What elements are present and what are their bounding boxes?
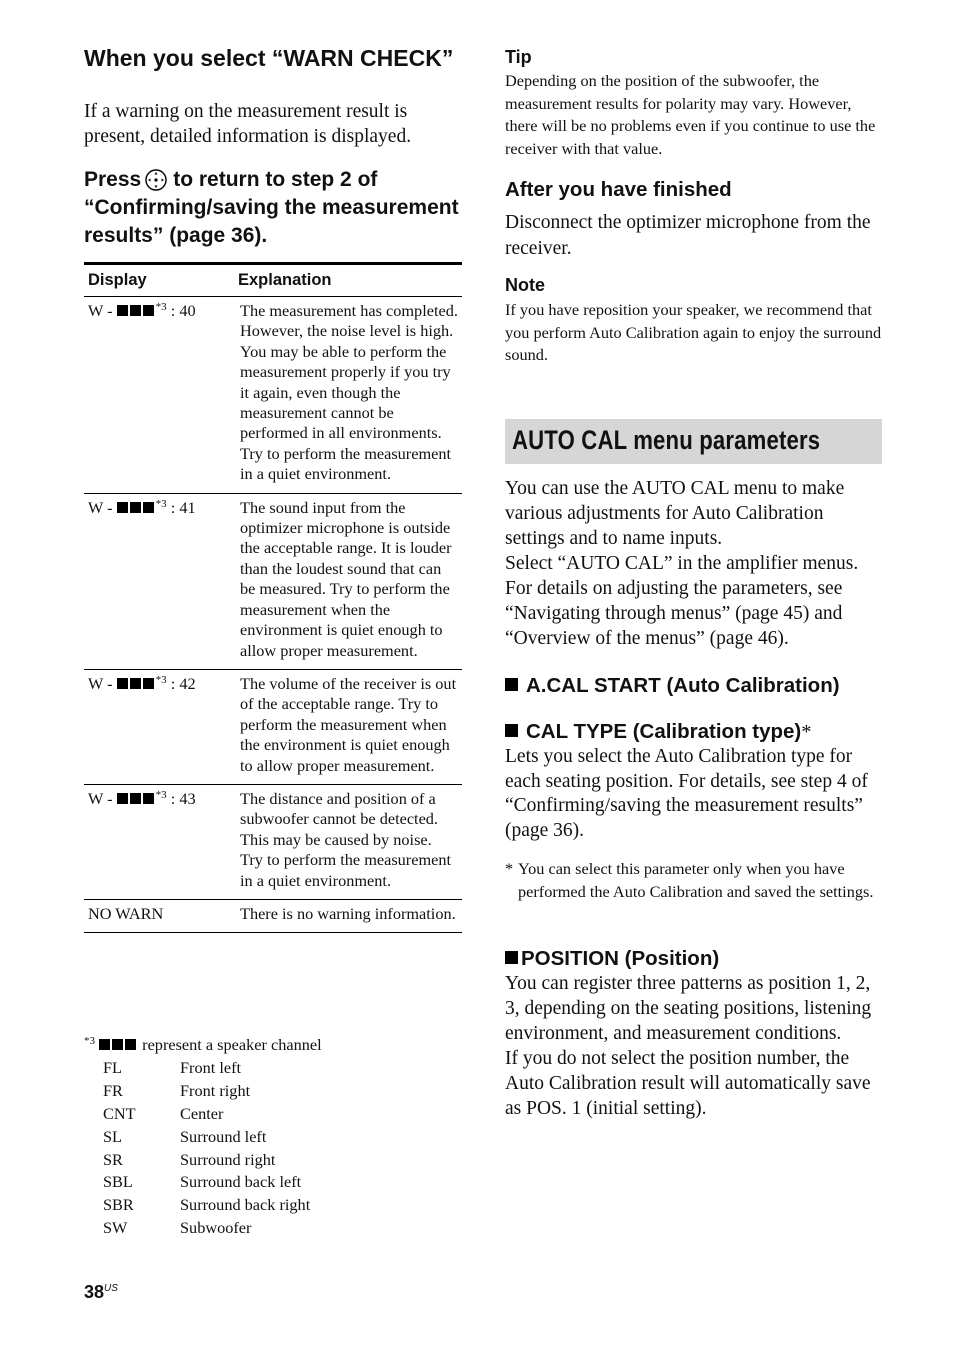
channel-abbr: SBR xyxy=(103,1195,134,1215)
channel-name: Surround right xyxy=(180,1149,276,1169)
channel-name: Surround back left xyxy=(180,1172,302,1192)
channel-placeholder-block xyxy=(130,793,141,804)
page-number-value: 38 xyxy=(84,1282,105,1302)
table-row xyxy=(84,899,462,932)
display-cell xyxy=(84,297,234,494)
cal-type-mark: * xyxy=(801,721,812,743)
channel-footnote xyxy=(84,1034,464,1240)
note-text: If you have reposition your speaker, we recommend that you perform Auto Calibration again to enjoy the surround sound. xyxy=(505,300,882,365)
display-cell xyxy=(84,784,234,899)
cal-type-footnote xyxy=(505,857,887,901)
channel-placeholder-block xyxy=(143,678,154,689)
display-prefix: W - xyxy=(88,788,113,808)
circle-enter-icon xyxy=(145,169,167,191)
warning-code: : 43 xyxy=(170,788,196,808)
cal-type-heading xyxy=(505,720,812,744)
acal-start-heading xyxy=(505,674,840,698)
after-finished-heading: After you have finished xyxy=(505,178,732,201)
footnote-ref: *3 xyxy=(155,788,167,801)
position-paragraph: You can register three patterns as position 1, 2, 3, depending on the seating positions, listening environment, and measurement conditions. xyxy=(505,973,872,1044)
warning-table xyxy=(84,262,462,933)
channel-placeholder-block xyxy=(130,502,141,513)
position-heading xyxy=(505,947,719,971)
channel-row xyxy=(84,1171,464,1194)
auto-cal-intro xyxy=(505,476,887,651)
channel-row xyxy=(84,1103,464,1126)
channel-abbr: SL xyxy=(103,1126,123,1146)
display-prefix: W - xyxy=(88,673,113,693)
explanation-cell: The volume of the receiver is out of the acceptable range. Try to perform the measurement when the environment is quiet enough to allow proper measurement. xyxy=(234,669,462,784)
display-prefix: W - xyxy=(88,301,113,320)
channel-name: Front right xyxy=(180,1080,251,1100)
press-return-heading xyxy=(84,166,464,250)
explanation-cell: The sound input from the optimizer microphone is outside the acceptable range. It is louder than the loudest sound that can be measured. Try to perform the measurement when the environment is quiet enough to allow proper measurement. xyxy=(234,493,462,669)
explanation-cell: There is no warning information. xyxy=(234,899,462,932)
channel-row xyxy=(84,1057,464,1080)
footnote-mark: *3 xyxy=(84,1035,95,1047)
footnote-caption-line xyxy=(84,1034,464,1057)
square-bullet-icon xyxy=(505,678,518,691)
channel-placeholder-block xyxy=(117,793,128,804)
channel-row xyxy=(84,1217,464,1240)
channel-name: Subwoofer xyxy=(180,1218,252,1238)
channel-placeholder-block xyxy=(143,502,154,513)
channel-row xyxy=(84,1149,464,1172)
cal-type-label: CAL TYPE (Calibration type) xyxy=(526,720,802,743)
channel-abbr: SBL xyxy=(103,1172,133,1192)
channel-name: Surround left xyxy=(180,1126,267,1146)
warning-code: : 41 xyxy=(170,497,196,517)
display-prefix: W - xyxy=(88,497,113,517)
warning-code: : 42 xyxy=(170,673,196,693)
channel-placeholder-block xyxy=(117,678,128,689)
position-text xyxy=(505,971,887,1121)
display-cell: NO WARN xyxy=(84,899,234,932)
channel-abbr: SR xyxy=(103,1149,123,1169)
position-label: POSITION (Position) xyxy=(521,947,720,970)
channel-abbr: SW xyxy=(103,1218,128,1238)
section-title: AUTO CAL menu parameters xyxy=(512,425,821,455)
note-heading: Note xyxy=(505,275,545,295)
channel-placeholder-block xyxy=(99,1039,110,1050)
footnote-caption: represent a speaker channel xyxy=(142,1035,322,1054)
press-prefix: Press xyxy=(84,168,142,191)
cal-type-text: Lets you select the Auto Calibration type for each seating position. For details, see step 4 of “Confirming/saving the measurement results” (page 36). xyxy=(505,746,868,842)
channel-abbr: FL xyxy=(103,1057,123,1077)
channel-abbr: FR xyxy=(103,1080,123,1100)
intro-paragraph: Select “AUTO CAL” in the amplifier menus. For details on adjusting the parameters, see “Navigating through menus” (page 45) and “Overview of the menus” (page 46). xyxy=(505,553,859,649)
table-row xyxy=(84,493,462,669)
warning-code: : 40 xyxy=(170,301,196,320)
explanation-cell: The distance and position of a subwoofer cannot be detected. This may be caused by noise. Try to perform the measurement in a quiet environment. xyxy=(234,784,462,899)
channel-placeholder-block xyxy=(117,305,128,316)
display-cell xyxy=(84,493,234,669)
explanation-cell: The measurement has completed. However, the noise level is high. You may be able to perform the measurement properly if you try it again, even though the measurement cannot be performed in all environments. Try to perform the measurement in a quiet environment. xyxy=(234,297,462,494)
display-cell xyxy=(84,669,234,784)
channel-placeholder-block xyxy=(143,305,154,316)
footnote-ref: *3 xyxy=(155,673,167,686)
channel-placeholder-block xyxy=(112,1039,123,1050)
channel-row xyxy=(84,1126,464,1149)
page-region: US xyxy=(104,1283,118,1294)
channel-name: Front left xyxy=(180,1057,242,1077)
channel-abbr: CNT xyxy=(103,1103,136,1123)
table-header-explanation: Explanation xyxy=(234,264,462,297)
cal-type-footnote-text: You can select this parameter only when you have performed the Auto Calibration and saved the settings. xyxy=(518,859,874,901)
tip-text: Depending on the position of the subwoofer, the measurement results for polarity may vary. However, there will be no problems even if you continue to use the receiver with that value. xyxy=(505,71,876,159)
page-number xyxy=(84,1282,118,1303)
table-header-row xyxy=(84,264,462,297)
channel-row xyxy=(84,1194,464,1217)
channel-placeholder-block xyxy=(130,678,141,689)
table-row xyxy=(84,669,462,784)
after-finished-text: Disconnect the optimizer microphone from the receiver. xyxy=(505,212,871,259)
channel-placeholder-block xyxy=(143,793,154,804)
square-bullet-icon xyxy=(505,951,518,964)
press-suffix: to return to step 2 of “Confirming/saving the measurement results” (page 36). xyxy=(84,168,459,247)
channel-placeholder-block xyxy=(130,305,141,316)
footnote-ref: *3 xyxy=(155,301,167,313)
table-row xyxy=(84,784,462,899)
warn-check-heading: When you select “WARN CHECK” xyxy=(84,45,454,71)
channel-placeholder-block xyxy=(125,1039,136,1050)
channel-name: Surround back right xyxy=(180,1195,311,1215)
square-bullet-icon xyxy=(505,724,518,737)
warn-check-description: If a warning on the measurement result is present, detailed information is displayed. xyxy=(84,101,412,147)
channel-row xyxy=(84,1080,464,1103)
channel-name: Center xyxy=(180,1103,224,1123)
channel-placeholder-block xyxy=(117,502,128,513)
cal-type-footnote-mark: * xyxy=(505,859,514,878)
table-row xyxy=(84,297,462,494)
position-paragraph: If you do not select the position number, the Auto Calibration result will automatically save as POS. 1 (initial setting). xyxy=(505,1048,871,1119)
table-header-display: Display xyxy=(84,264,234,297)
tip-heading: Tip xyxy=(505,47,532,67)
footnote-ref: *3 xyxy=(155,497,167,510)
intro-paragraph: You can use the AUTO CAL menu to make various adjustments for Auto Calibration settings and to name inputs. xyxy=(505,478,845,549)
acal-start-label: A.CAL START (Auto Calibration) xyxy=(526,674,840,697)
